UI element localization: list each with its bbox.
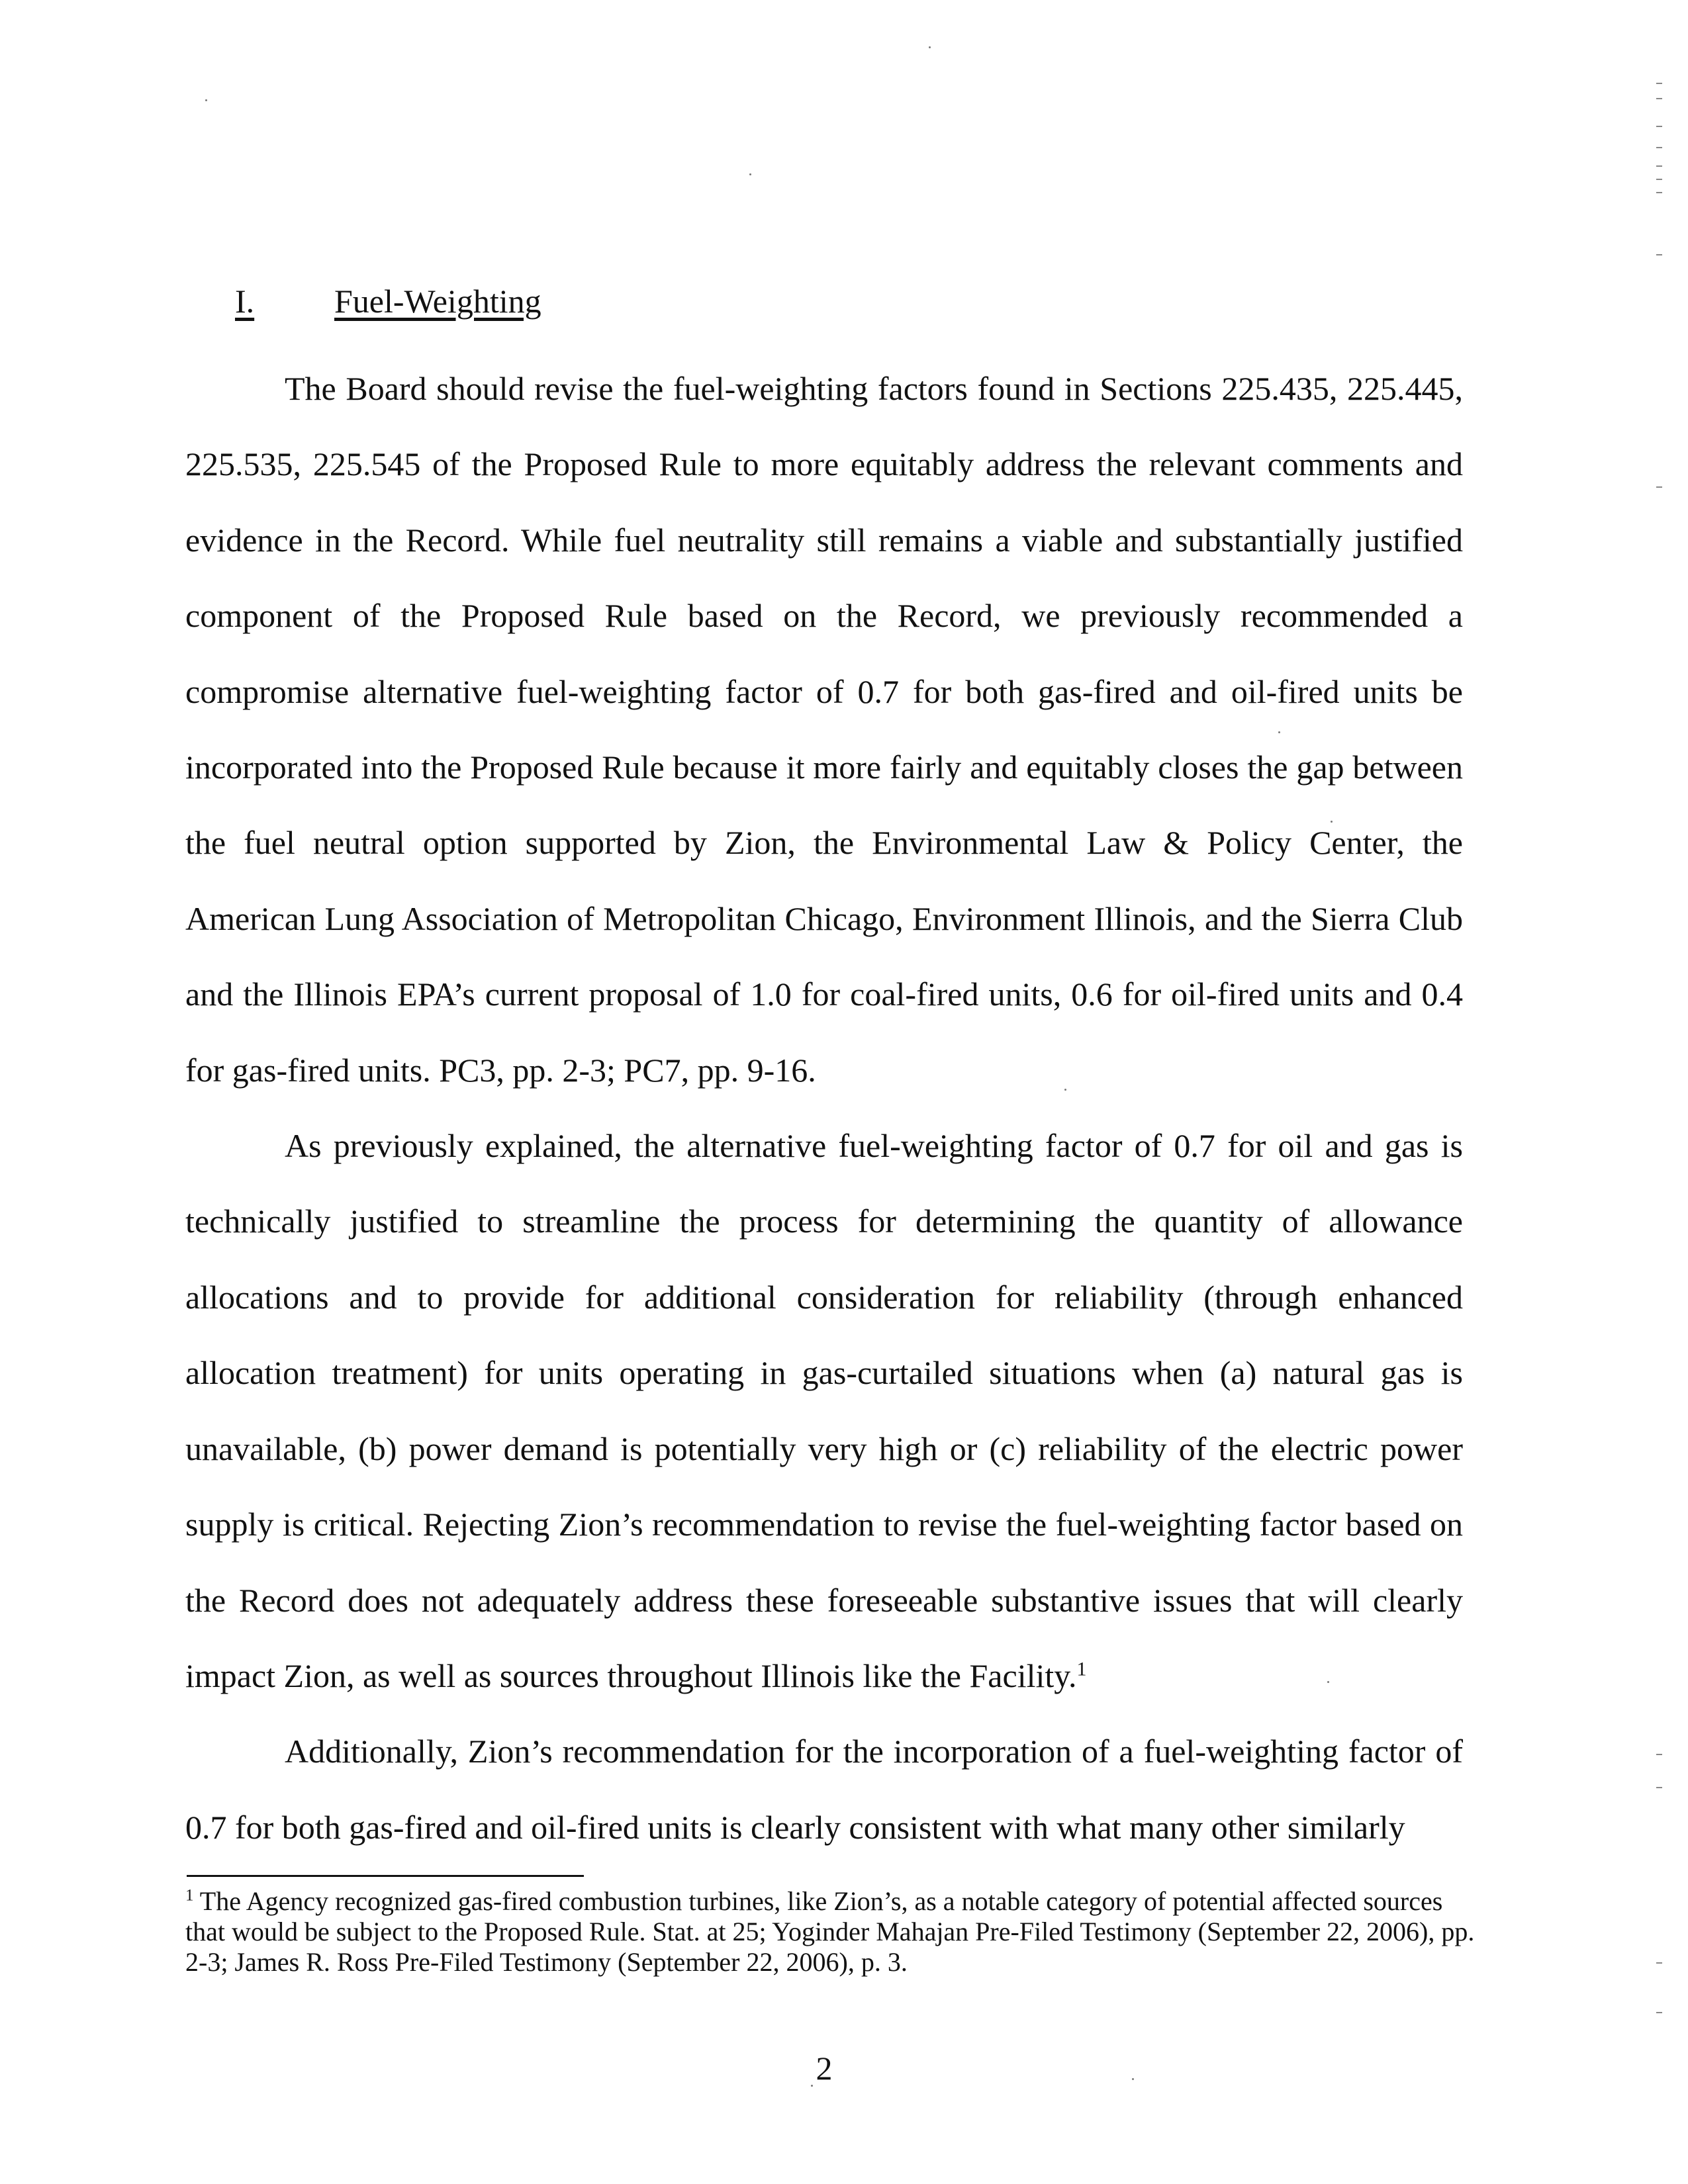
scan-speck: [1278, 731, 1280, 733]
scan-edge-mark: [1656, 486, 1662, 488]
scan-edge-mark: [1656, 179, 1662, 180]
footnote-divider: [187, 1875, 584, 1877]
scan-speck: [205, 99, 207, 101]
paragraph-technical-justification: [185, 1108, 1463, 1713]
footnote-marker: 1: [185, 1886, 194, 1905]
scan-speck: [1064, 1089, 1066, 1091]
scan-speck: [929, 46, 931, 48]
footnote-reference: 1: [1076, 1658, 1087, 1680]
footnote-text: The Agency recognized gas-fired combustion turbines, like Zion’s, as a notable category of potential affected sources that would be subject to the Proposed Rule. Stat. at 25; Yoginder Mahajan Pre-Filed Testimony (September 22, 2006), pp. 2-3; James R. Ross Pre-Filed Testimony (September 22, 2006), p. 3.: [185, 1886, 1475, 1977]
scan-edge-mark: [1656, 2012, 1662, 2013]
body-text: [185, 351, 1463, 1865]
scan-speck: [1331, 821, 1333, 823]
footnote: [185, 1886, 1476, 1978]
scan-edge-mark: [1656, 192, 1662, 193]
scan-edge-mark: [1656, 1962, 1662, 1964]
scan-edge-mark: [1656, 83, 1662, 84]
paragraph-consistency: Additionally, Zion’s recommendation for the incorporation of a fuel-weighting factor of 0.7 for both gas-fired and oil-fired units is clearly consistent with what many other similarly: [185, 1733, 1463, 1846]
page-number: 2: [816, 2050, 833, 2087]
scan-edge-mark: [1656, 98, 1662, 99]
paragraph-technical-justification-text: As previously explained, the alternative fuel-weighting factor of 0.7 for oil and gas is technically justified to streamline the process for determining the quantity of allowance allocations and to provide for additional consideration for reliability (through enhanced allocation treatment) for units operating in gas-curtailed situations when (a) natural gas is unavailable, (b) power demand is potentially very high or (c) reliability of the electric power supply is critical. Rejecting Zion’s recommendation to revise the fuel-weighting factor based on the Record does not adequately address these foreseeable substantive issues that will clearly impact Zion, as well as sources throughout Illinois like the Facility.: [185, 1127, 1463, 1694]
scan-speck: [811, 2085, 813, 2087]
scan-edge-mark: [1656, 165, 1662, 167]
paragraph-fuel-weighting-revision: The Board should revise the fuel-weighting factors found in Sections 225.435, 225.445, 225.535, 225.545 of the Proposed Rule to more equitably address the relevant comments and evidence in the Record. While fuel neutrality still remains a viable and substantially justified component of the Proposed Rule based on the Record, we previously recommended a compromise alternative fuel-weighting factor of 0.7 for both gas-fired and oil-fired units be incorporated into the Proposed Rule because it more fairly and equitably closes the gap between the fuel neutral option supported by Zion, the Environmental Law & Policy Center, the American Lung Association of Metropolitan Chicago, Environment Illinois, and the Sierra Club and the Illinois EPA’s current proposal of 1.0 for coal-fired units, 0.6 for oil-fired units and 0.4 for gas-fired units. PC3, pp. 2-3; PC7, pp. 9-16.: [185, 370, 1463, 1089]
scan-edge-mark: [1656, 1787, 1662, 1788]
scan-edge-mark: [1656, 1754, 1662, 1755]
scan-edge-mark: [1656, 147, 1662, 148]
scan-speck: [1327, 1681, 1329, 1683]
section-title: Fuel-Weighting: [334, 283, 541, 320]
scan-edge-mark: [1656, 254, 1662, 255]
section-number: I.: [235, 283, 255, 320]
scan-speck: [749, 173, 751, 175]
scan-edge-mark: [1656, 126, 1662, 127]
scan-speck: [1132, 2078, 1134, 2080]
